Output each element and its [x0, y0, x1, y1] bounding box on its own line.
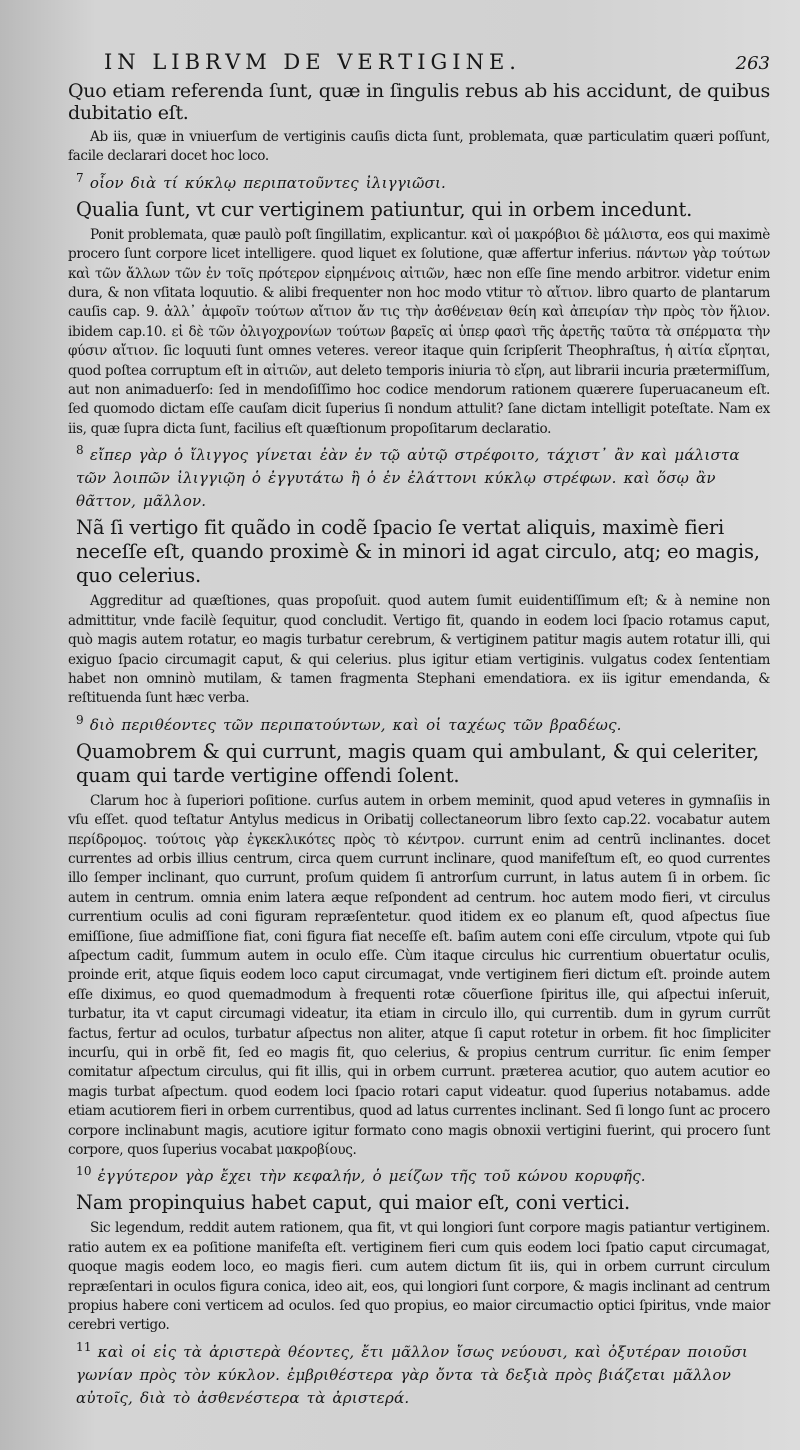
latin-translation-9: Quamobrem & qui currunt, magis quam qui ambulant, & qui celeriter, quam qui tarde vertigine offendi ſolent. [76, 739, 760, 787]
section-number: 7 [76, 170, 84, 185]
latin-translation-8: Nã ſi vertigo fit quãdo in codẽ ſpacio ſe vertat aliquis, maximè fieri neceſſe eſt, quando proximè & in minori id agat circulo, atq; eo magis, quo celerius. [76, 516, 760, 588]
greek-text-8 [76, 439, 770, 513]
section-number: 10 [76, 1164, 92, 1179]
lemma-paragraph: Quo etiam referenda ſunt, quæ in ſingulis rebus ab his accidunt, de quibus dubitatio eſt. [68, 80, 770, 124]
section-number: 8 [76, 443, 84, 458]
section-number: 9 [76, 712, 84, 727]
greek-line: διὸ περιθέοντες τῶν περιπατούντων, καὶ οἱ ταχέως τῶν βραδέως. [89, 715, 622, 734]
latin-translation-10: Nam propinquius habet caput, qui maior eſt, coni vertici. [76, 1191, 630, 1215]
greek-line: εἴπερ γὰρ ὁ ἴλιγγος γίνεται ἐὰν ἐν τῷ αὐτῷ στρέφοιτο, τάχιστ᾽ ἂν καὶ μάλιστα τῶν λοιπῶν ἰλιγγιῷη ὁ ἐγγυτάτω ἢ ὁ ἐν ἐλάττονι κύκλῳ στρέφων. καὶ ὅσῳ ἂν θᾶττον, μᾶλλον. [76, 446, 740, 511]
greek-line: καὶ οἱ εἰς τὰ ἀριστερὰ θέοντες, ἔτι μᾶλλον ἴσως νεύουσι, καὶ ὀξυτέραν ποιοῦσι γωνίαν πρὸς τὸν κύκλον. ἐμβριθέστερα γὰρ ὄντα τὰ δεξιὰ πρὸς βιάζεται μᾶλλον αὐτοῖς, διὰ τὸ ἀσθενέστερα τὰ ἀριστερά. [76, 1342, 748, 1407]
page-number: 263 [735, 53, 770, 74]
greek-line: ἐγγύτερον γὰρ ἔχει τὴν κεφαλήν, ὁ μείζων τῆς τοῦ κώνου κορυφῆς. [97, 1167, 646, 1186]
commentary-10: Sic legendum, reddit autem rationem, qua fit, vt qui longiori ſunt corpore magis patiantur vertiginem. ratio autem ex ea poſitione manifeſta eſt. vertiginem fieri cum quis eodem loci ſpatio caput circumagat, quoque magis eodem loco, eo magis fieri. cum autem dictum ſit iis, qui in orbem currunt circulum repræſentari in oculos figura conica, ideo ait, eos, qui longiori ſunt corpore, & magis inclinant ad centrum propius habere coni verticem ad oculos. ſed quo propius, eo maior circumactio optici ſpiritus, vnde maior cerebri vertigo. [68, 1220, 770, 1334]
running-header [104, 50, 770, 74]
running-title: IN LIBRVM DE VERTIGINE. [104, 50, 521, 74]
greek-text-9 [76, 709, 770, 737]
section-number: 11 [76, 1339, 92, 1354]
greek-text-10 [76, 1160, 770, 1188]
commentary-9: Clarum hoc à ſuperiori poſitione. curſus autem in orbem meminit, quod apud veteres in gymnaſiis in vſu eſſet. quod teſtatur Antylus medicus in Oribatij collectaneorum libro ſexto cap.22. vocabatur autem περίδρομος. τούτοις γὰρ ἐγκεκλικότες πρὸς τὸ κέντρον. currunt enim ad centrũ inclinantes. docet currentes ad orbis illius centrum, circa quem currunt inclinare, quod manifeſtum eſt, eo quod currentes illo ſemper inclinant, quo currunt, proſum quidem ſi antrorſum currunt, in latus autem ſi in orbem. ſic autem in centrum. omnia enim latera æque reſpondent ad centrum. hoc autem modo fieri, vt circulus currentium oculis ad coni figuram repræſentetur. quod itidem ex eo planum eſt, quod aſpectus ſiue emiſſione, ſiue admiſſione fiat, coni figura fiat neceſſe eſt. baſim autem coni eſſe circulum, vtpote qui ſub aſpectum cadit, ſummum autem in oculo eſſe. Cùm itaque circulus hic currentium obuertatur oculis, proinde erit, atque ſiquis eodem loco caput circumagat, vnde vertiginem fieri dictum eſt. proinde autem eſſe diximus, eo quod quemadmodum à frequenti rotæ cõuerſione ſpiritus ille, qui aſpectui inſeruit, turbatur, ita vt caput circumagi videatur, ita etiam in circulo illo, qui currentib. dum in gyrum currũt factus, fertur ad oculos, turbatur aſpectus non aliter, atque ſi caput rotetur in orbem. fit hoc ſimpliciter incurſu, qui in orbẽ fit, ſed eo magis fit, quo celerius, & propius centrum curritur. ſic enim ſemper comitatur aſpectum circulus, qui fit illis, qui in orbem currunt. præterea acutior, quo autem acutior eo magis turbat aſpectum. quod eodem loci ſpacio rotari caput videatur. quod ſuperius notabamus. adde etiam acutiorem fieri in orbem currentibus, quod ad latus currentes inclinant. Sed ſi longo ſunt ac procero corpore inclinabunt magis, acutiore igitur formato cono magis obnoxii vertigini fuerint, qui procero ſunt corpore, quos ſuperius vocabat μακροβίους. [68, 792, 770, 1159]
greek-line: οἷον διὰ τί κύκλῳ περιπατοῦντες ἰλιγγιῶσι. [89, 173, 447, 192]
commentary-8: Aggreditur ad quæſtiones, quas propoſuit. quod autem ſumit euidentiſſimum eſt; & à nemine non admittitur, vnde facilè ſequitur, quod concludit. Vertigo fit, quando in eodem loci ſpacio rotamus caput, quò magis autem rotatur, eo magis turbatur cerebrum, & vertiginem patitur magis autem rotatur illi, qui exiguo ſpacio circumagit caput, & qui celerius. plus igitur etiam vertiginis. vulgatus codex ſententiam habet non omninò mutilam, & tamen fragmenta Stephani emendatiora. ex iis igitur emendanda, & reſtituenda ſunt hæc verba. [68, 593, 770, 707]
greek-text-11 [76, 1336, 770, 1410]
commentary-7: Ponit problemata, quæ paulò poſt ſingillatim, explicantur. καὶ οἱ μακρόβιοι δὲ μάλιστα, eos qui maximè procero ſunt corpore licet intelligere. quod liquet ex ſolutione, quæ affertur inferius. πάντων γὰρ τούτων καὶ τῶν ἄλλων τῶν ἐν τοῖς πρότερον εἰρημένοις αἰτιῶν, hæc non eſſe ſine mendo arbitror. videtur enim dura, & non vſitata loquutio. & alibi frequenter non hoc modo vtitur τὸ αἴτιον. libro quarto de plantarum cauſis cap. 9. ἀλλ᾽ ἀμφοῖν τούτων αἴτιον ἄν τις τὴν ἀσθένειαν θείη καὶ ἀπειρίαν τὴν πρὸς τὸν ἥλιον. ibidem cap.10. εἰ δὲ τῶν ὀλιγοχρονίων τούτων βαρεῖς αἱ ὑπερ φασὶ τῆς ἀρετῆς ταῦτα τὰ σπέρματα τὴν φύσιν αἴτιον. ſic loquuti ſunt omnes veteres. vereor itaque quin ſcripſerit Theophraſtus, ἡ αἰτία εἴρηται, quod poſtea corruptum eſt in αἰτιῶν, aut deleto temporis iniuria τὸ εἴρη, aut librarii incuria prætermiſſum, aut non animaduerſo: ſed in mendoſiſſimo hoc codice mendorum rationem quærere ſuperuacaneum eſt. ſed quomodo dictam eſſe cauſam dicit ſuperius ſi nondum attulit? ſane dictam intelligit poteſtate. Nam ex iis, quæ ſupra dicta ſunt, facilius eſt quæſtionum propoſitarum declaratio. [68, 226, 770, 437]
commentary-paragraph: Ab iis, quæ in vniuerſum de vertiginis cauſis dicta ſunt, problemata, quæ particulatim quæri poſſunt, facile declarari docet hoc loco. [68, 129, 770, 165]
latin-translation-7: Qualia ſunt, vt cur vertiginem patiuntur, qui in orbem incedunt. [76, 197, 693, 221]
greek-text-7 [76, 167, 770, 195]
